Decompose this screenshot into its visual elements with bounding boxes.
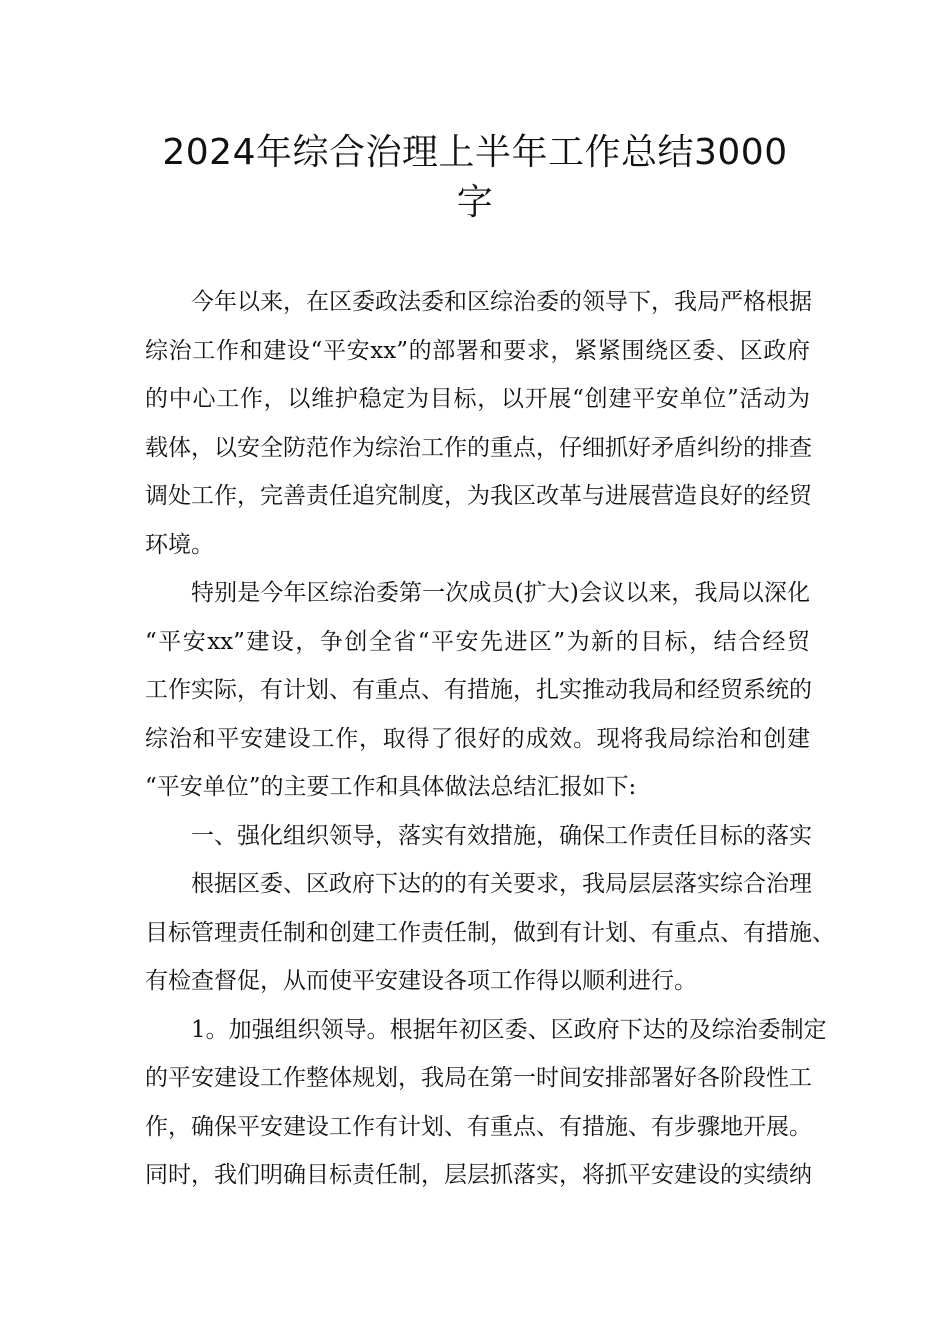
document-title [140,128,810,228]
body-line: 综治和平安建设工作，取得了很好的成效。现将我局综治和创建 [145,725,810,752]
body-line: 根据区委、区政府下达的的有关要求，我局层层落实综合治理 [191,871,812,897]
body-line: “平安单位”的主要工作和具体做法总结汇报如下: [145,774,637,800]
body-line: 环境。 [145,531,214,558]
body-line: 载体，以安全防范作为综治工作的重点，仔细抓好矛盾纠纷的排查 [145,434,812,461]
body-line: “平安xx”建设，争创全省“平安先进区”为新的目标，结合经贸 [145,628,810,655]
body-line: 工作实际，有计划、有重点、有措施，扎实推动我局和经贸系统的 [145,677,812,703]
body-line: 一、强化组织领导，落实有效措施，确保工作责任目标的落实 [191,822,812,849]
title-line-1: 2024年综合治理上半年工作总结3000 [162,132,788,173]
body-line: 同时，我们明确目标责任制，层层抓落实，将抓平安建设的实绩纳 [145,1162,812,1188]
body-line: 有检查督促，从而使平安建设各项工作得以顺利进行。 [145,968,697,994]
body-line: 特别是今年区综治委第一次成员(扩大)会议以来，我局以深化 [191,580,810,606]
body-line: 的平安建设工作整体规划，我局在第一时间安排部署好各阶段性工 [145,1065,812,1091]
body-line: 调处工作，完善责任追究制度，为我区改革与进展营造良好的经贸 [145,483,812,509]
document-body [145,278,835,1200]
body-line: 作，确保平安建设工作有计划、有重点、有措施、有步骤地开展。 [145,1113,812,1140]
body-line: 综治工作和建设“平安xx”的部署和要求，紧紧围绕区委、区政府 [145,337,810,364]
body-line: 的中心工作，以维护稳定为目标，以开展“创建平安单位”活动为 [145,386,810,412]
body-line: 今年以来，在区委政法委和区综治委的领导下，我局严格根据 [191,289,812,315]
body-line: 1。加强组织领导。根据年初区委、区政府下达的及综治委制定 [191,1016,827,1043]
title-line-2: 字 [456,182,494,223]
body-line: 目标管理责任制和创建工作责任制，做到有计划、有重点、有措施、 [145,919,835,946]
